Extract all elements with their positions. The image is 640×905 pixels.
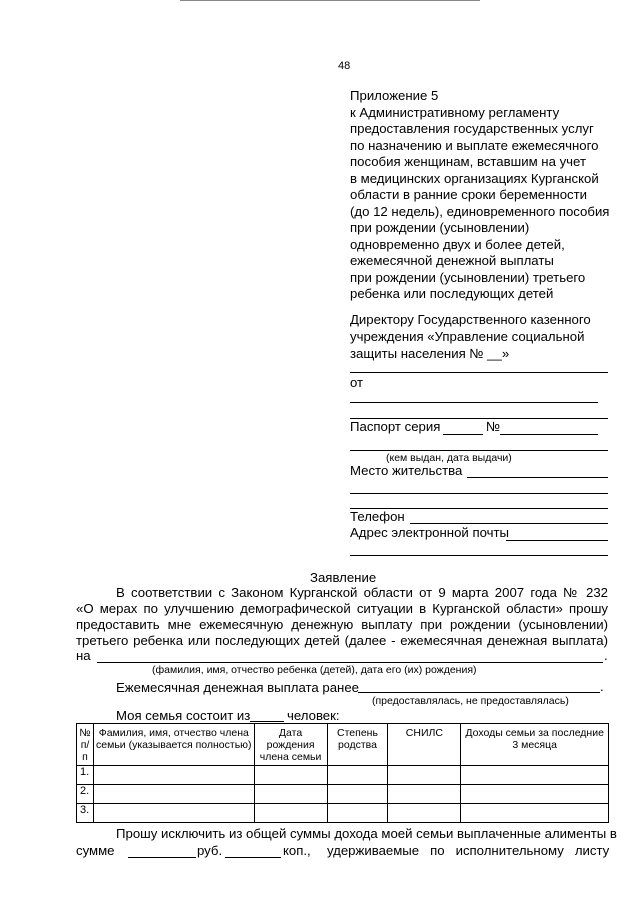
col-snils-header: СНИЛС — [388, 724, 461, 766]
email-field[interactable] — [506, 540, 608, 541]
income-cell[interactable] — [461, 785, 609, 804]
appendix-header — [350, 88, 609, 303]
income-cell[interactable] — [461, 804, 609, 823]
page-number: 48 — [338, 60, 351, 72]
na-end: . — [604, 648, 608, 663]
table-row — [77, 785, 609, 804]
table-header-row — [77, 724, 609, 766]
passport-number-field[interactable] — [500, 434, 598, 435]
name-cell[interactable] — [93, 766, 254, 785]
alimony-paragraph — [76, 825, 617, 842]
appendix-line: при рождении (усыновлении) — [350, 220, 530, 235]
child-hint: (фамилия, имя, отчество ребенка (детей), дата его (их) рождения) — [152, 664, 477, 676]
prior-payment-hint: (предоставлялась, не предоставлялась) — [372, 695, 569, 707]
col-birthdate-header: Дата рождения члена семьи — [254, 724, 327, 766]
passport-series-label: Паспорт серия — [350, 419, 441, 434]
residence-field[interactable] — [467, 477, 608, 478]
addressee-line: защиты населения № __» — [350, 346, 510, 361]
appendix-line: ежемесячной денежной выплаты — [350, 253, 554, 268]
snils-cell[interactable] — [388, 785, 461, 804]
appendix-line: пособия женщинам, вставшим на учет — [350, 154, 586, 169]
addressee-block — [350, 311, 591, 362]
col-name-header: Фамилия, имя, отчество члена семьи (указывается полностью) — [93, 724, 254, 766]
row-number: 2. — [77, 785, 94, 804]
relation-cell[interactable] — [327, 804, 388, 823]
kop-label: коп., — [283, 843, 311, 858]
from-label: от — [350, 375, 364, 390]
residence-label: Место жительства — [350, 463, 463, 478]
birthdate-cell[interactable] — [254, 785, 327, 804]
alimony-line: Прошу исключить из общей суммы дохода моей семьи выплаченные алименты в — [116, 826, 617, 841]
table-row — [77, 766, 609, 785]
rub-field[interactable] — [128, 857, 196, 858]
relation-cell[interactable] — [327, 766, 388, 785]
appendix-line: при рождении (усыновлении) третьего — [350, 269, 586, 285]
prior-payment-field[interactable] — [358, 692, 600, 693]
phone-label: Телефон — [350, 509, 405, 524]
paragraph-line: В соответствии с Законом Курганской области от 9 марта 2007 года № 232 — [116, 585, 608, 600]
appendix-line: к Административному регламенту — [350, 104, 560, 120]
rub-label: руб. — [197, 843, 223, 858]
residence-field-2[interactable] — [350, 493, 608, 494]
relation-cell[interactable] — [327, 785, 388, 804]
kop-field[interactable] — [225, 857, 281, 858]
from-field-line[interactable] — [350, 402, 598, 403]
family-suffix: человек: — [287, 708, 340, 723]
appendix-line: области в ранние сроки беременности — [350, 187, 588, 202]
addressee-line: Директору Государственного казенного — [350, 312, 591, 327]
snils-cell[interactable] — [388, 766, 461, 785]
paragraph-line: «О мерах по улучшению демографической ситуации в Курганской области» прошу — [76, 601, 608, 616]
child-names-field[interactable] — [97, 662, 603, 663]
passport-number-label: № — [486, 419, 501, 434]
top-rule — [180, 0, 480, 1]
birthdate-cell[interactable] — [254, 766, 327, 785]
income-cell[interactable] — [461, 766, 609, 785]
passport-issued-field[interactable] — [350, 450, 608, 451]
statement-title: Заявление — [310, 570, 377, 585]
row-number: 3. — [77, 804, 94, 823]
appendix-line: (до 12 недель), единовременного пособия — [350, 203, 610, 219]
birthdate-cell[interactable] — [254, 804, 327, 823]
appendix-line: в медицинских организациях Курганской — [350, 170, 599, 186]
addressee-line: учреждения «Управление социальной — [350, 329, 585, 344]
col-relation-header: Степень родства — [327, 724, 388, 766]
col-number-header: № п/ п — [77, 724, 94, 766]
statement-paragraph — [76, 585, 608, 649]
col-income-header: Доходы семьи за последние 3 месяца — [461, 724, 609, 766]
alimony-tail: удерживаемые по исполнительному листу — [327, 843, 610, 858]
appendix-line: по назначению и выплате ежемесячного — [350, 137, 599, 153]
table-row — [77, 804, 609, 823]
appendix-line: Приложение 5 — [350, 88, 439, 103]
addressee-blank-line[interactable] — [350, 372, 608, 373]
prior-payment-end: . — [600, 679, 604, 694]
name-cell[interactable] — [93, 804, 254, 823]
snils-cell[interactable] — [388, 804, 461, 823]
phone-field[interactable] — [410, 523, 608, 524]
email-label: Адрес электронной почты — [350, 525, 510, 540]
family-table — [76, 723, 609, 823]
paragraph-line: предоставить мне ежемесячную денежную выплату при рождении (усыновлении) — [76, 617, 608, 632]
appendix-line: ребенка или последующих детей — [350, 286, 554, 301]
appendix-line: одновременно двух и более детей, — [350, 236, 565, 252]
name-cell[interactable] — [93, 785, 254, 804]
family-count-field[interactable] — [250, 721, 284, 722]
paragraph-line: третьего ребенка или последующих детей (далее - ежемесячная денежная выплата) — [76, 633, 608, 648]
sum-label: сумме — [76, 843, 115, 858]
row-number: 1. — [77, 766, 94, 785]
issued-by-hint: (кем выдан, дата выдачи) — [386, 452, 512, 464]
prior-payment-label: Ежемесячная денежная выплата ранее — [116, 680, 359, 695]
passport-series-field[interactable] — [443, 434, 483, 435]
appendix-line: предоставления государственных услуг — [350, 121, 594, 136]
family-label: Моя семья состоит из — [116, 708, 251, 723]
email-field-2[interactable] — [350, 555, 608, 556]
na-label: на — [76, 648, 91, 663]
